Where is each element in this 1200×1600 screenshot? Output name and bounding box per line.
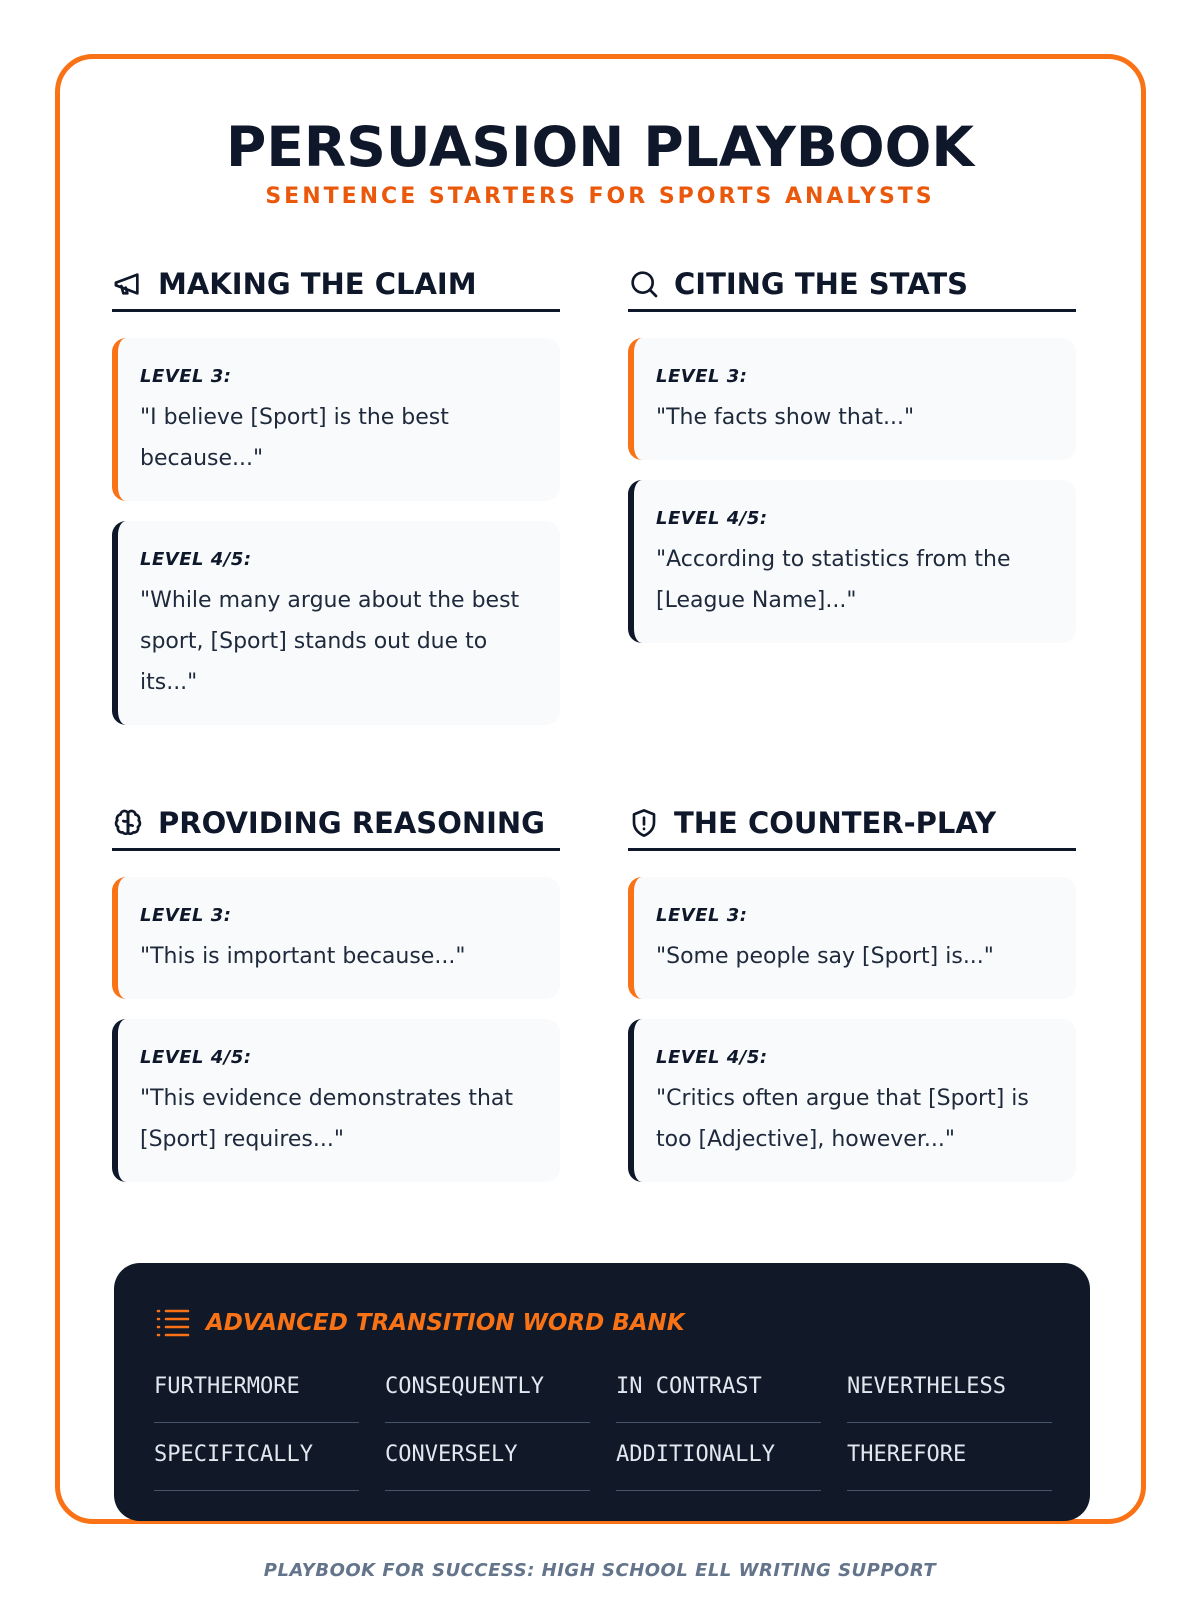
page-title: PERSUASION PLAYBOOK bbox=[226, 115, 974, 179]
sentence-starter: "While many argue about the best sport, [Sport] stands out due to its..." bbox=[140, 588, 520, 695]
section-title: PROVIDING REASONING bbox=[158, 805, 545, 840]
search-icon bbox=[628, 268, 660, 300]
word-bank-grid bbox=[154, 1355, 1050, 1491]
brain-icon bbox=[112, 807, 144, 839]
sentence-starter: "Some people say [Sport] is..." bbox=[656, 944, 994, 969]
level-label: LEVEL 3: bbox=[656, 366, 748, 387]
sentence-starter: "This is important because..." bbox=[140, 944, 466, 969]
level-3-card bbox=[112, 338, 560, 501]
level-4-5-card bbox=[628, 480, 1076, 643]
section-title: THE COUNTER-PLAY bbox=[674, 805, 997, 840]
transition-word: NEVERTHELESS bbox=[847, 1355, 1052, 1423]
transition-word: FURTHERMORE bbox=[154, 1355, 359, 1423]
word-bank-header bbox=[154, 1303, 1050, 1343]
sentence-starter: "This evidence demonstrates that [Sport] requires..." bbox=[140, 1086, 514, 1152]
section-title: MAKING THE CLAIM bbox=[158, 266, 477, 301]
megaphone-icon bbox=[112, 268, 144, 300]
sentence-starter: "According to statistics from the [League Name]..." bbox=[656, 547, 1011, 613]
level-label: LEVEL 4/5: bbox=[140, 549, 252, 570]
section-header bbox=[628, 262, 1076, 312]
level-4-5-card bbox=[112, 1019, 560, 1182]
section-header bbox=[112, 262, 560, 312]
level-3-card bbox=[628, 338, 1076, 460]
level-label: LEVEL 3: bbox=[140, 905, 232, 926]
level-label: LEVEL 3: bbox=[140, 366, 232, 387]
transition-word: ADDITIONALLY bbox=[616, 1423, 821, 1491]
section-header bbox=[112, 801, 560, 851]
transition-word: SPECIFICALLY bbox=[154, 1423, 359, 1491]
transition-word: CONSEQUENTLY bbox=[385, 1355, 590, 1423]
level-label: LEVEL 3: bbox=[656, 905, 748, 926]
sentence-starter: "I believe [Sport] is the best because..." bbox=[140, 405, 449, 471]
section-title: CITING THE STATS bbox=[674, 266, 969, 301]
shield-alert-icon bbox=[628, 807, 660, 839]
transition-word: IN CONTRAST bbox=[616, 1355, 821, 1423]
section-header bbox=[628, 801, 1076, 851]
level-label: LEVEL 4/5: bbox=[140, 1047, 252, 1068]
page-subtitle: SENTENCE STARTERS FOR SPORTS ANALYSTS bbox=[265, 184, 935, 209]
transition-word: CONVERSELY bbox=[385, 1423, 590, 1491]
level-3-card bbox=[628, 877, 1076, 999]
section-the-counter-play bbox=[628, 801, 1076, 1182]
sentence-starter: "The facts show that..." bbox=[656, 405, 915, 430]
section-providing-reasoning bbox=[112, 801, 560, 1182]
level-4-5-card bbox=[112, 521, 560, 725]
footer-text: PLAYBOOK FOR SUCCESS: HIGH SCHOOL ELL WRITING SUPPORT bbox=[263, 1560, 937, 1581]
section-making-the-claim bbox=[112, 262, 560, 725]
level-label: LEVEL 4/5: bbox=[656, 508, 768, 529]
transition-word: THEREFORE bbox=[847, 1423, 1052, 1491]
word-bank-panel bbox=[114, 1263, 1090, 1521]
list-icon bbox=[154, 1306, 192, 1340]
section-citing-the-stats bbox=[628, 262, 1076, 643]
level-label: LEVEL 4/5: bbox=[656, 1047, 768, 1068]
level-4-5-card bbox=[628, 1019, 1076, 1182]
sentence-starter: "Critics often argue that [Sport] is too [Adjective], however..." bbox=[656, 1086, 1029, 1152]
word-bank-title: ADVANCED TRANSITION WORD BANK bbox=[206, 1310, 685, 1336]
level-3-card bbox=[112, 877, 560, 999]
